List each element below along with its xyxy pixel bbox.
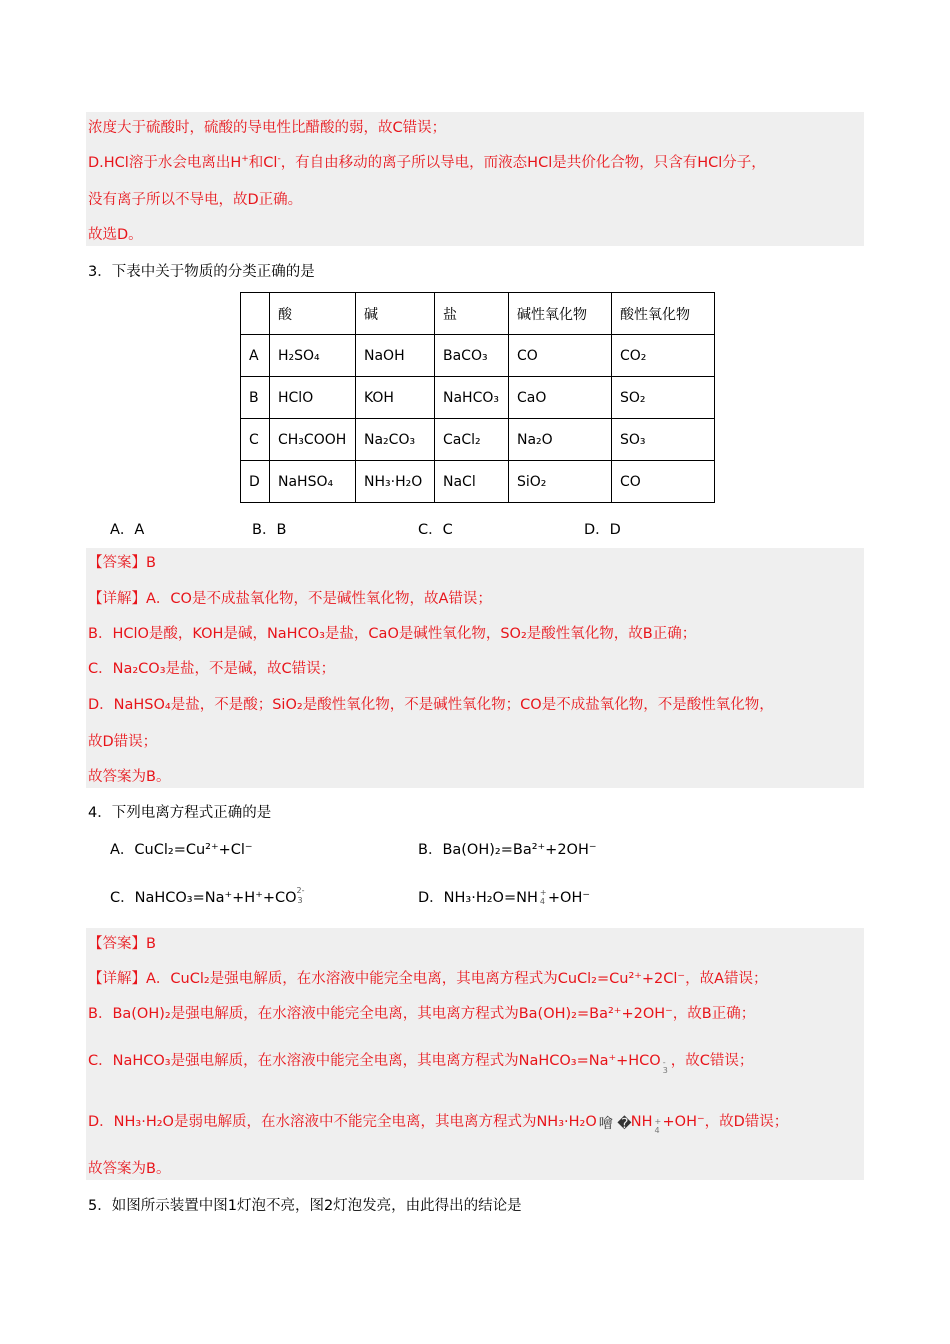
explanation-line: 浓度大于硫酸时，硫酸的导电性比醋酸的弱，故C错误；: [88, 120, 447, 136]
table-header-cell: 盐: [435, 293, 509, 335]
row-label: A: [241, 335, 270, 377]
option-b[interactable]: B．B: [252, 522, 287, 538]
table-cell: NaOH: [356, 335, 435, 377]
table-cell: CH₃COOH: [270, 419, 356, 461]
table-cell: H₂SO₄: [270, 335, 356, 377]
table-row: [241, 377, 715, 419]
reversible-arrow-glyph: 噲 �: [598, 1116, 632, 1132]
option-c[interactable]: C．NaHCO₃=Na⁺+H⁺+CO 2- 3: [110, 886, 305, 906]
table-header-cell: 碱性氧化物: [509, 293, 612, 335]
table-row: [241, 335, 715, 377]
option-d[interactable]: D．D: [584, 522, 621, 538]
table-cell: Na₂CO₃: [356, 419, 435, 461]
table-cell: SO₂: [612, 377, 715, 419]
table-cell: NH₃·H₂O: [356, 461, 435, 503]
explanation-line: 没有离子所以不导电，故D正确。: [88, 192, 303, 208]
explanation-line: D.HCl溶于水会电离出H+和Cl-，有自由移动的离子所以导电，而液态HCl是共价化合物，只含有HCl分子，: [88, 154, 766, 171]
table-header-cell: 酸: [270, 293, 356, 335]
row-label: B: [241, 377, 270, 419]
option-a[interactable]: A．CuCl₂=Cu²⁺+Cl⁻: [110, 842, 253, 858]
answer-label: 【答案】B: [88, 936, 156, 952]
table-row: [241, 419, 715, 461]
table-cell: NaCl: [435, 461, 509, 503]
option-d[interactable]: D．NH₃·H₂O=NH + 4 +OH⁻: [418, 888, 590, 906]
detail-line: B．HClO是酸，KOH是碱，NaHCO₃是盐，CaO是碱性氧化物，SO₂是酸性氧化物，故B正确；: [88, 626, 697, 642]
table-row: [241, 461, 715, 503]
option-b[interactable]: B．Ba(OH)₂=Ba²⁺+2OH⁻: [418, 842, 597, 858]
table-cell: SO₃: [612, 419, 715, 461]
classification-table: [240, 292, 715, 503]
table-header-cell: 碱: [356, 293, 435, 335]
table-cell: KOH: [356, 377, 435, 419]
table-cell: CaO: [509, 377, 612, 419]
table-header-cell: [241, 293, 270, 335]
detail-line: 故答案为B。: [88, 769, 171, 785]
detail-line: D．NH₃·H₂O是弱电解质，在水溶液中不能完全电离，其电离方程式为NH₃·H₂O 噲 � NH + 4 +OH⁻，故D错误；: [88, 1114, 789, 1135]
table-cell: BaCO₃: [435, 335, 509, 377]
table-cell: CO: [509, 335, 612, 377]
option-a[interactable]: A．A: [110, 522, 145, 538]
table-cell: HClO: [270, 377, 356, 419]
detail-line: 故D错误；: [88, 734, 158, 750]
table-header-row: [241, 293, 715, 335]
question-stem: 3．下表中关于物质的分类正确的是: [88, 264, 315, 280]
detail-line: C．Na₂CO₃是盐，不是碱，故C错误；: [88, 661, 336, 677]
answer-label: 【答案】B: [88, 555, 156, 571]
table-cell: CO: [612, 461, 715, 503]
table-cell: CO₂: [612, 335, 715, 377]
table-header-cell: 酸性氧化物: [612, 293, 715, 335]
option-c[interactable]: C．C: [418, 522, 453, 538]
row-label: D: [241, 461, 270, 503]
detail-line: B．Ba(OH)₂是强电解质，在水溶液中能完全电离，其电离方程式为Ba(OH)₂=Ba²⁺+2OH⁻，故B正确；: [88, 1006, 756, 1022]
detail-line: D．NaHSO₄是盐，不是酸；SiO₂是酸性氧化物，不是碱性氧化物；CO是不成盐氧化物，不是酸性氧化物，: [88, 697, 774, 713]
detail-line: 【详解】A．CuCl₂是强电解质，在水溶液中能完全电离，其电离方程式为CuCl₂=Cu²⁺+2Cl⁻，故A错误；: [88, 971, 768, 987]
table-cell: SiO₂: [509, 461, 612, 503]
detail-line: C．NaHCO₃是强电解质，在水溶液中能完全电离，其电离方程式为NaHCO₃=Na⁺+HCO - 3 ，故C错误；: [88, 1053, 754, 1075]
table-cell: NaHCO₃: [435, 377, 509, 419]
detail-line: 【详解】A．CO是不成盐氧化物，不是碱性氧化物，故A错误；: [88, 591, 492, 607]
row-label: C: [241, 419, 270, 461]
table-cell: Na₂O: [509, 419, 612, 461]
explanation-line: 故选D。: [88, 227, 143, 243]
table-cell: CaCl₂: [435, 419, 509, 461]
table-cell: NaHSO₄: [270, 461, 356, 503]
question-stem: 5．如图所示装置中图1灯泡不亮，图2灯泡发亮，由此得出的结论是: [88, 1198, 522, 1214]
detail-line: 故答案为B。: [88, 1161, 171, 1177]
question-stem: 4．下列电离方程式正确的是: [88, 805, 272, 821]
